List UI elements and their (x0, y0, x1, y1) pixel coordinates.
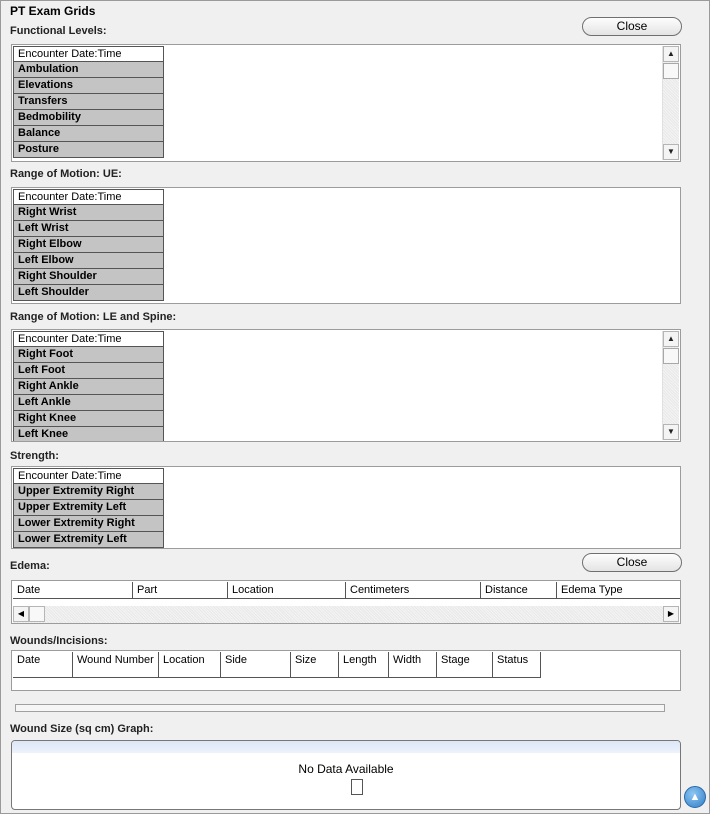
graph-header-band (12, 741, 680, 753)
no-data-message: No Data Available (298, 762, 394, 776)
rom-le-grid[interactable] (11, 329, 681, 442)
grid-row: Lower Extremity Right (13, 516, 164, 532)
grid-row-header: Encounter Date:Time (13, 189, 164, 205)
grid-row: Right Wrist (13, 205, 164, 221)
grid-row: Right Ankle (13, 379, 164, 395)
grid-row: Elevations (13, 78, 164, 94)
functional-levels-scrollbar[interactable] (662, 46, 679, 160)
edema-header-row (13, 582, 681, 599)
grid-row: Transfers (13, 94, 164, 110)
grid-row: Right Elbow (13, 237, 164, 253)
scroll-right-icon[interactable]: ▶ (663, 606, 679, 622)
edema-grid[interactable] (11, 580, 681, 624)
column-header-centimeters[interactable]: Centimeters (346, 582, 481, 599)
grid-row: Bedmobility (13, 110, 164, 126)
column-header-date[interactable]: Date (13, 652, 73, 678)
grid-row: Lower Extremity Left (13, 532, 164, 548)
close-button-top[interactable]: Close (582, 17, 682, 36)
grid-row: Left Knee (13, 427, 164, 442)
functional-levels-label: Functional Levels: (10, 25, 107, 37)
back-to-top-icon[interactable]: ▲ (684, 786, 706, 808)
column-header-edema-type[interactable]: Edema Type (557, 582, 681, 599)
wounds-header-row (13, 652, 541, 678)
column-header-width[interactable]: Width (389, 652, 437, 678)
grid-row: Left Elbow (13, 253, 164, 269)
column-header-location[interactable]: Location (159, 652, 221, 678)
grid-row: Upper Extremity Left (13, 500, 164, 516)
rom-ue-label: Range of Motion: UE: (10, 168, 122, 180)
grid-row: Posture (13, 142, 164, 158)
grid-row-header: Encounter Date:Time (13, 468, 164, 484)
grid-row: Left Wrist (13, 221, 164, 237)
strength-grid[interactable] (11, 466, 681, 549)
grid-row-header: Encounter Date:Time (13, 46, 164, 62)
wounds-label: Wounds/Incisions: (10, 635, 108, 647)
scroll-thumb[interactable] (29, 606, 45, 622)
page-title: PT Exam Grids (10, 4, 96, 18)
grid-row: Ambulation (13, 62, 164, 78)
wounds-grid[interactable] (11, 650, 681, 691)
edema-hscrollbar[interactable] (13, 606, 679, 623)
strength-label: Strength: (10, 450, 59, 462)
grid-row: Upper Extremity Right (13, 484, 164, 500)
grid-row: Balance (13, 126, 164, 142)
wounds-scroll-track[interactable] (15, 704, 665, 712)
close-button-bottom[interactable]: Close (582, 553, 682, 572)
functional-levels-grid[interactable] (11, 44, 681, 162)
no-data-placeholder-icon (351, 779, 363, 795)
column-header-part[interactable]: Part (133, 582, 228, 599)
scroll-down-icon[interactable]: ▼ (663, 144, 679, 160)
grid-row: Left Ankle (13, 395, 164, 411)
column-header-distance[interactable]: Distance (481, 582, 557, 599)
scroll-thumb[interactable] (663, 348, 679, 364)
column-header-location[interactable]: Location (228, 582, 346, 599)
scroll-thumb[interactable] (663, 63, 679, 79)
wound-size-graph (11, 740, 681, 810)
edema-label: Edema: (10, 560, 50, 572)
column-header-status[interactable]: Status (493, 652, 541, 678)
strength-rows (13, 468, 164, 548)
rom-ue-grid[interactable] (11, 187, 681, 304)
grid-row: Right Knee (13, 411, 164, 427)
rom-le-rows (13, 331, 164, 442)
rom-ue-rows (13, 189, 164, 301)
rom-le-label: Range of Motion: LE and Spine: (10, 311, 177, 323)
rom-le-scrollbar[interactable] (662, 331, 679, 440)
column-header-side[interactable]: Side (221, 652, 291, 678)
scroll-down-icon[interactable]: ▼ (663, 424, 679, 440)
column-header-stage[interactable]: Stage (437, 652, 493, 678)
scroll-up-icon[interactable]: ▲ (663, 46, 679, 62)
functional-levels-rows (13, 46, 164, 158)
column-header-length[interactable]: Length (339, 652, 389, 678)
grid-row-header: Encounter Date:Time (13, 331, 164, 347)
scroll-up-icon[interactable]: ▲ (663, 331, 679, 347)
column-header-wound-number[interactable]: Wound Number (73, 652, 159, 678)
scroll-left-icon[interactable]: ◀ (13, 606, 29, 622)
grid-row: Left Foot (13, 363, 164, 379)
column-header-size[interactable]: Size (291, 652, 339, 678)
grid-row: Right Shoulder (13, 269, 164, 285)
wound-graph-label: Wound Size (sq cm) Graph: (10, 723, 154, 735)
grid-row: Right Foot (13, 347, 164, 363)
column-header-date[interactable]: Date (13, 582, 133, 599)
grid-row: Left Shoulder (13, 285, 164, 301)
